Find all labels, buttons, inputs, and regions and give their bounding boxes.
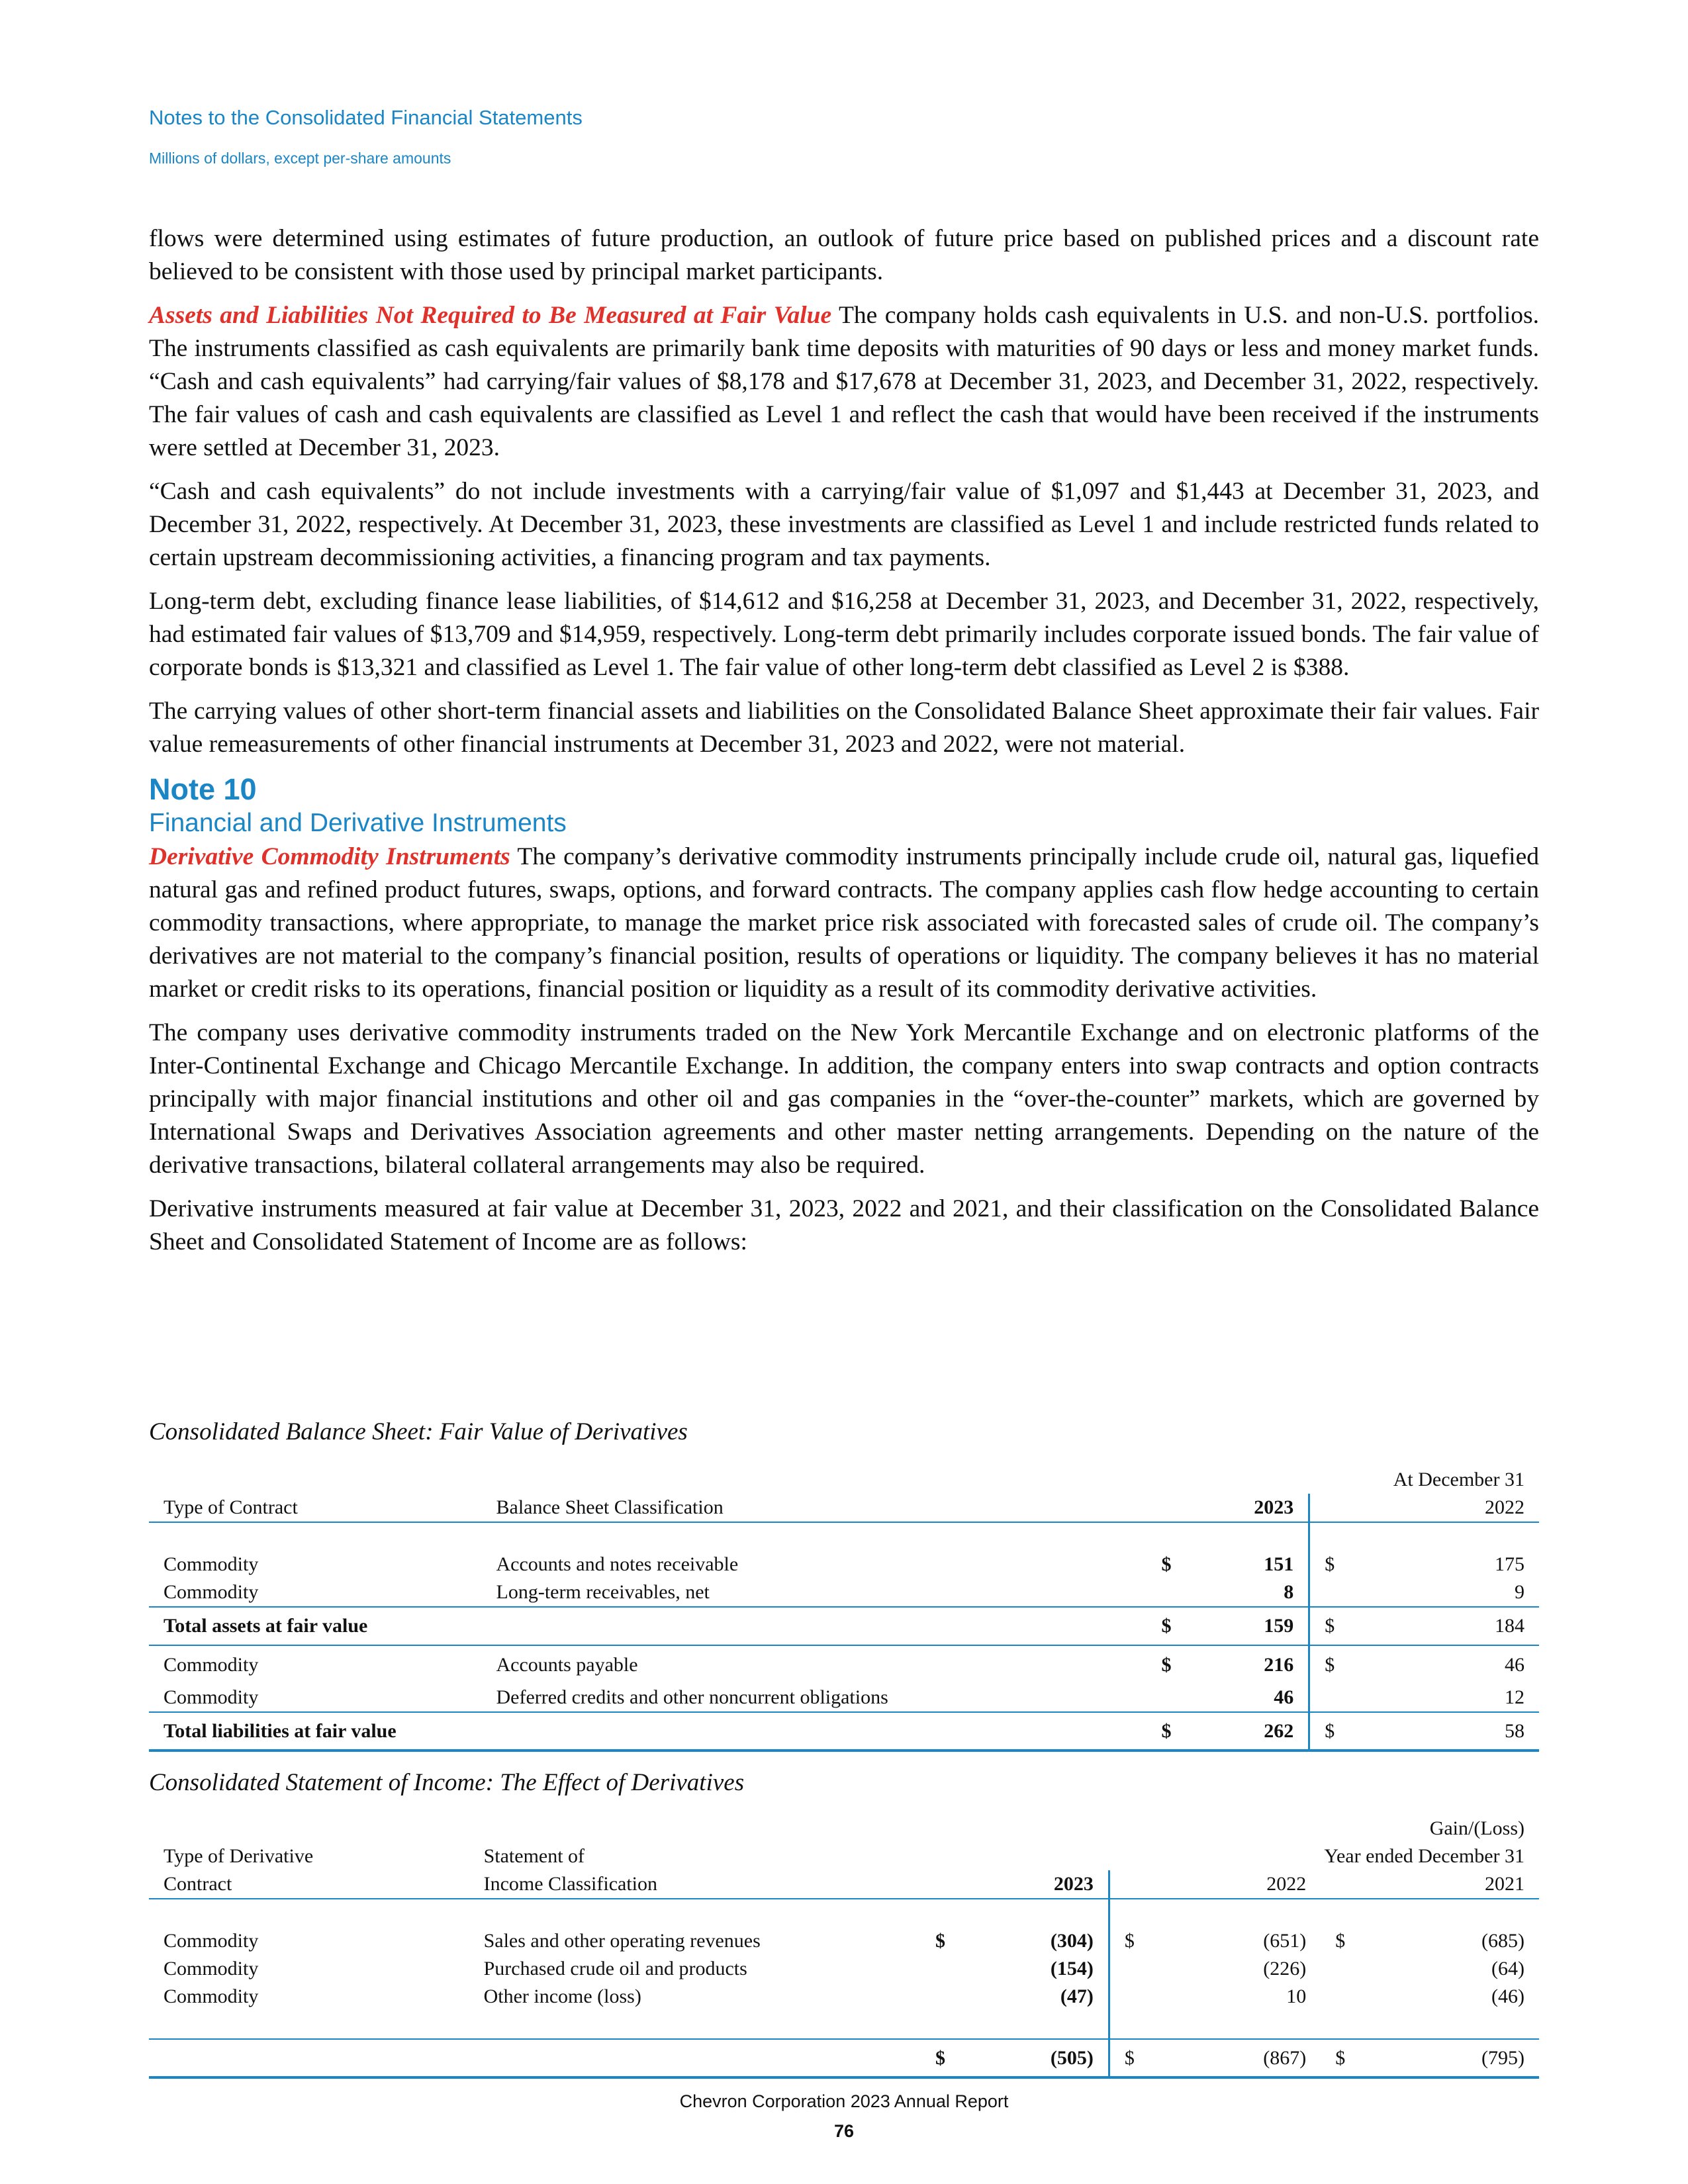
table-header-row <box>149 1843 1539 1870</box>
column-header: 2021 <box>1485 1873 1524 1895</box>
table-header-row <box>149 1815 1539 1843</box>
income-effect-table <box>149 1815 1539 2079</box>
table-row: Commodity Accounts payable $ 216 $ 46 <box>149 1645 1539 1684</box>
balance-sheet-table-title: Consolidated Balance Sheet: Fair Value of Derivatives <box>149 1418 688 1445</box>
section-header: Notes to the Consolidated Financial Statements <box>149 106 583 129</box>
footer-report-title: Chevron Corporation 2023 Annual Report <box>679 2091 1009 2111</box>
column-header: 2022 <box>1485 1496 1524 1518</box>
table-row: Commodity Long-term receivables, net 8 9 <box>149 1578 1539 1607</box>
paragraph: Derivative instruments measured at fair value at December 31, 2023, 2022 and 2021, and their classification on the Consolidated Balance Sheet and Consolidated Statement of Income are as follows: <box>149 1195 1539 1255</box>
period-label: At December 31 <box>1393 1469 1524 1490</box>
table-row: Commodity Accounts and notes receivable $ 151 $ 175 <box>149 1551 1539 1578</box>
column-header: Statement of <box>483 1845 585 1867</box>
column-header: 2022 <box>1266 1873 1307 1895</box>
units-note: Millions of dollars, except per-share amounts <box>149 150 451 167</box>
table-row: Commodity Sales and other operating revenues $ (304) $ (651) $ (685) <box>149 1927 1539 1955</box>
paragraph: Assets and Liabilities Not Required to Be Measured at Fair Value The company holds cash equivalents in U.S. and non-U.S. portfolios. The instruments classified as cash equivalents are primarily bank time deposits with maturities of 90 days or less and money market funds. “Cash and cash equivalents” had carrying/fair values of $8,178 and $17,678 at December 31, 2023, and December 31, 2022, respectively. The fair values of cash and cash equivalents are classified as Level 1 and reflect the cash that would have been received if the instruments were settled at December 31, 2023. <box>149 302 1539 461</box>
table-total-row: $ (505) $ (867) $ (795) <box>149 2039 1539 2077</box>
table-row: Commodity Purchased crude oil and products (154) (226) (64) <box>149 1955 1539 1983</box>
column-header: Balance Sheet Classification <box>496 1496 724 1518</box>
paragraph: flows were determined using estimates of future production, an outlook of future price based on published prices and a discount rate believed to be consistent with those used by principal market participants. <box>149 225 1539 285</box>
paragraph: The company uses derivative commodity instruments traded on the New York Mercantile Exchange and on electronic platforms of the Inter-Continental Exchange and Chicago Mercantile Exchange. In addition, the company enters into swap contracts and option contracts principally with major financial institutions and other oil and gas companies in the “over-the-counter” markets, which are governed by International Swaps and Derivatives Association agreements and other master netting arrangements. Depending on the nature of the derivative transactions, bilateral collateral arrangements may also be required. <box>149 1019 1539 1179</box>
table-row: Commodity Other income (loss) (47) 10 (46) <box>149 1983 1539 2011</box>
column-header: 2023 <box>1203 1494 1309 1522</box>
page-number: 76 <box>833 2121 855 2141</box>
table-row: Commodity Deferred credits and other noncurrent obligations 46 12 <box>149 1684 1539 1712</box>
column-header: 2023 <box>974 1870 1109 1899</box>
income-table-title: Consolidated Statement of Income: The Effect of Derivatives <box>149 1769 745 1796</box>
column-header: Type of Derivative <box>164 1845 314 1867</box>
balance-sheet-table <box>149 1466 1539 1752</box>
column-header: Income Classification <box>483 1873 658 1895</box>
paragraph: Derivative Commodity Instruments The company’s derivative commodity instruments principally include crude oil, natural gas, liquefied natural gas and refined product futures, swaps, options, and forward contracts. The company applies cash flow hedge accounting to certain commodity transactions, where appropriate, to manage the market price risk associated with forecasted sales of crude oil. The company’s derivatives are not material to the company’s financial position, results of operations or liquidity. The company believes it has no material market or credit risks to its operations, financial position or liquidity as a result of its commodity derivative activities. <box>149 843 1539 1003</box>
table-total-row: Total liabilities at fair value $ 262 $ 58 <box>149 1712 1539 1751</box>
column-header: Contract <box>164 1873 232 1895</box>
table-header-row <box>149 1870 1539 1899</box>
paragraph: The carrying values of other short-term financial assets and liabilities on the Consolidated Balance Sheet approximate their fair values. Fair value remeasurements of other financial instruments at December 31, 2023 and 2022, were not material. <box>149 698 1539 758</box>
note-title: Financial and Derivative Instruments <box>149 809 567 837</box>
column-header: Type of Contract <box>164 1496 298 1518</box>
table-header-row <box>149 1494 1539 1522</box>
table-header-row <box>149 1466 1539 1494</box>
period-label: Year ended December 31 <box>1324 1845 1524 1867</box>
gain-loss-label: Gain/(Loss) <box>1429 1817 1524 1839</box>
paragraph-lead: Derivative Commodity Instruments <box>149 843 510 870</box>
paragraph: “Cash and cash equivalents” do not include investments with a carrying/fair value of $1,097 and $1,443 at December 31, 2023, and December 31, 2022, respectively. At December 31, 2023, these investments are classified as Level 1 and include restricted funds related to certain upstream decommissioning activities, a financing program and tax payments. <box>149 478 1539 571</box>
table-total-row: Total assets at fair value $ 159 $ 184 <box>149 1607 1539 1645</box>
paragraph-lead: Assets and Liabilities Not Required to Be Measured at Fair Value <box>149 302 832 329</box>
paragraph: Long-term debt, excluding finance lease liabilities, of $14,612 and $16,258 at December 31, 2023, and December 31, 2022, respectively, had estimated fair values of $13,709 and $14,959, respectively. Long-term debt primarily includes corporate issued bonds. The fair value of corporate bonds is $13,321 and classified as Level 1. The fair value of other long-term debt classified as Level 2 is $388. <box>149 588 1539 681</box>
body-text <box>149 222 1539 1269</box>
note-number: Note 10 <box>149 772 257 806</box>
